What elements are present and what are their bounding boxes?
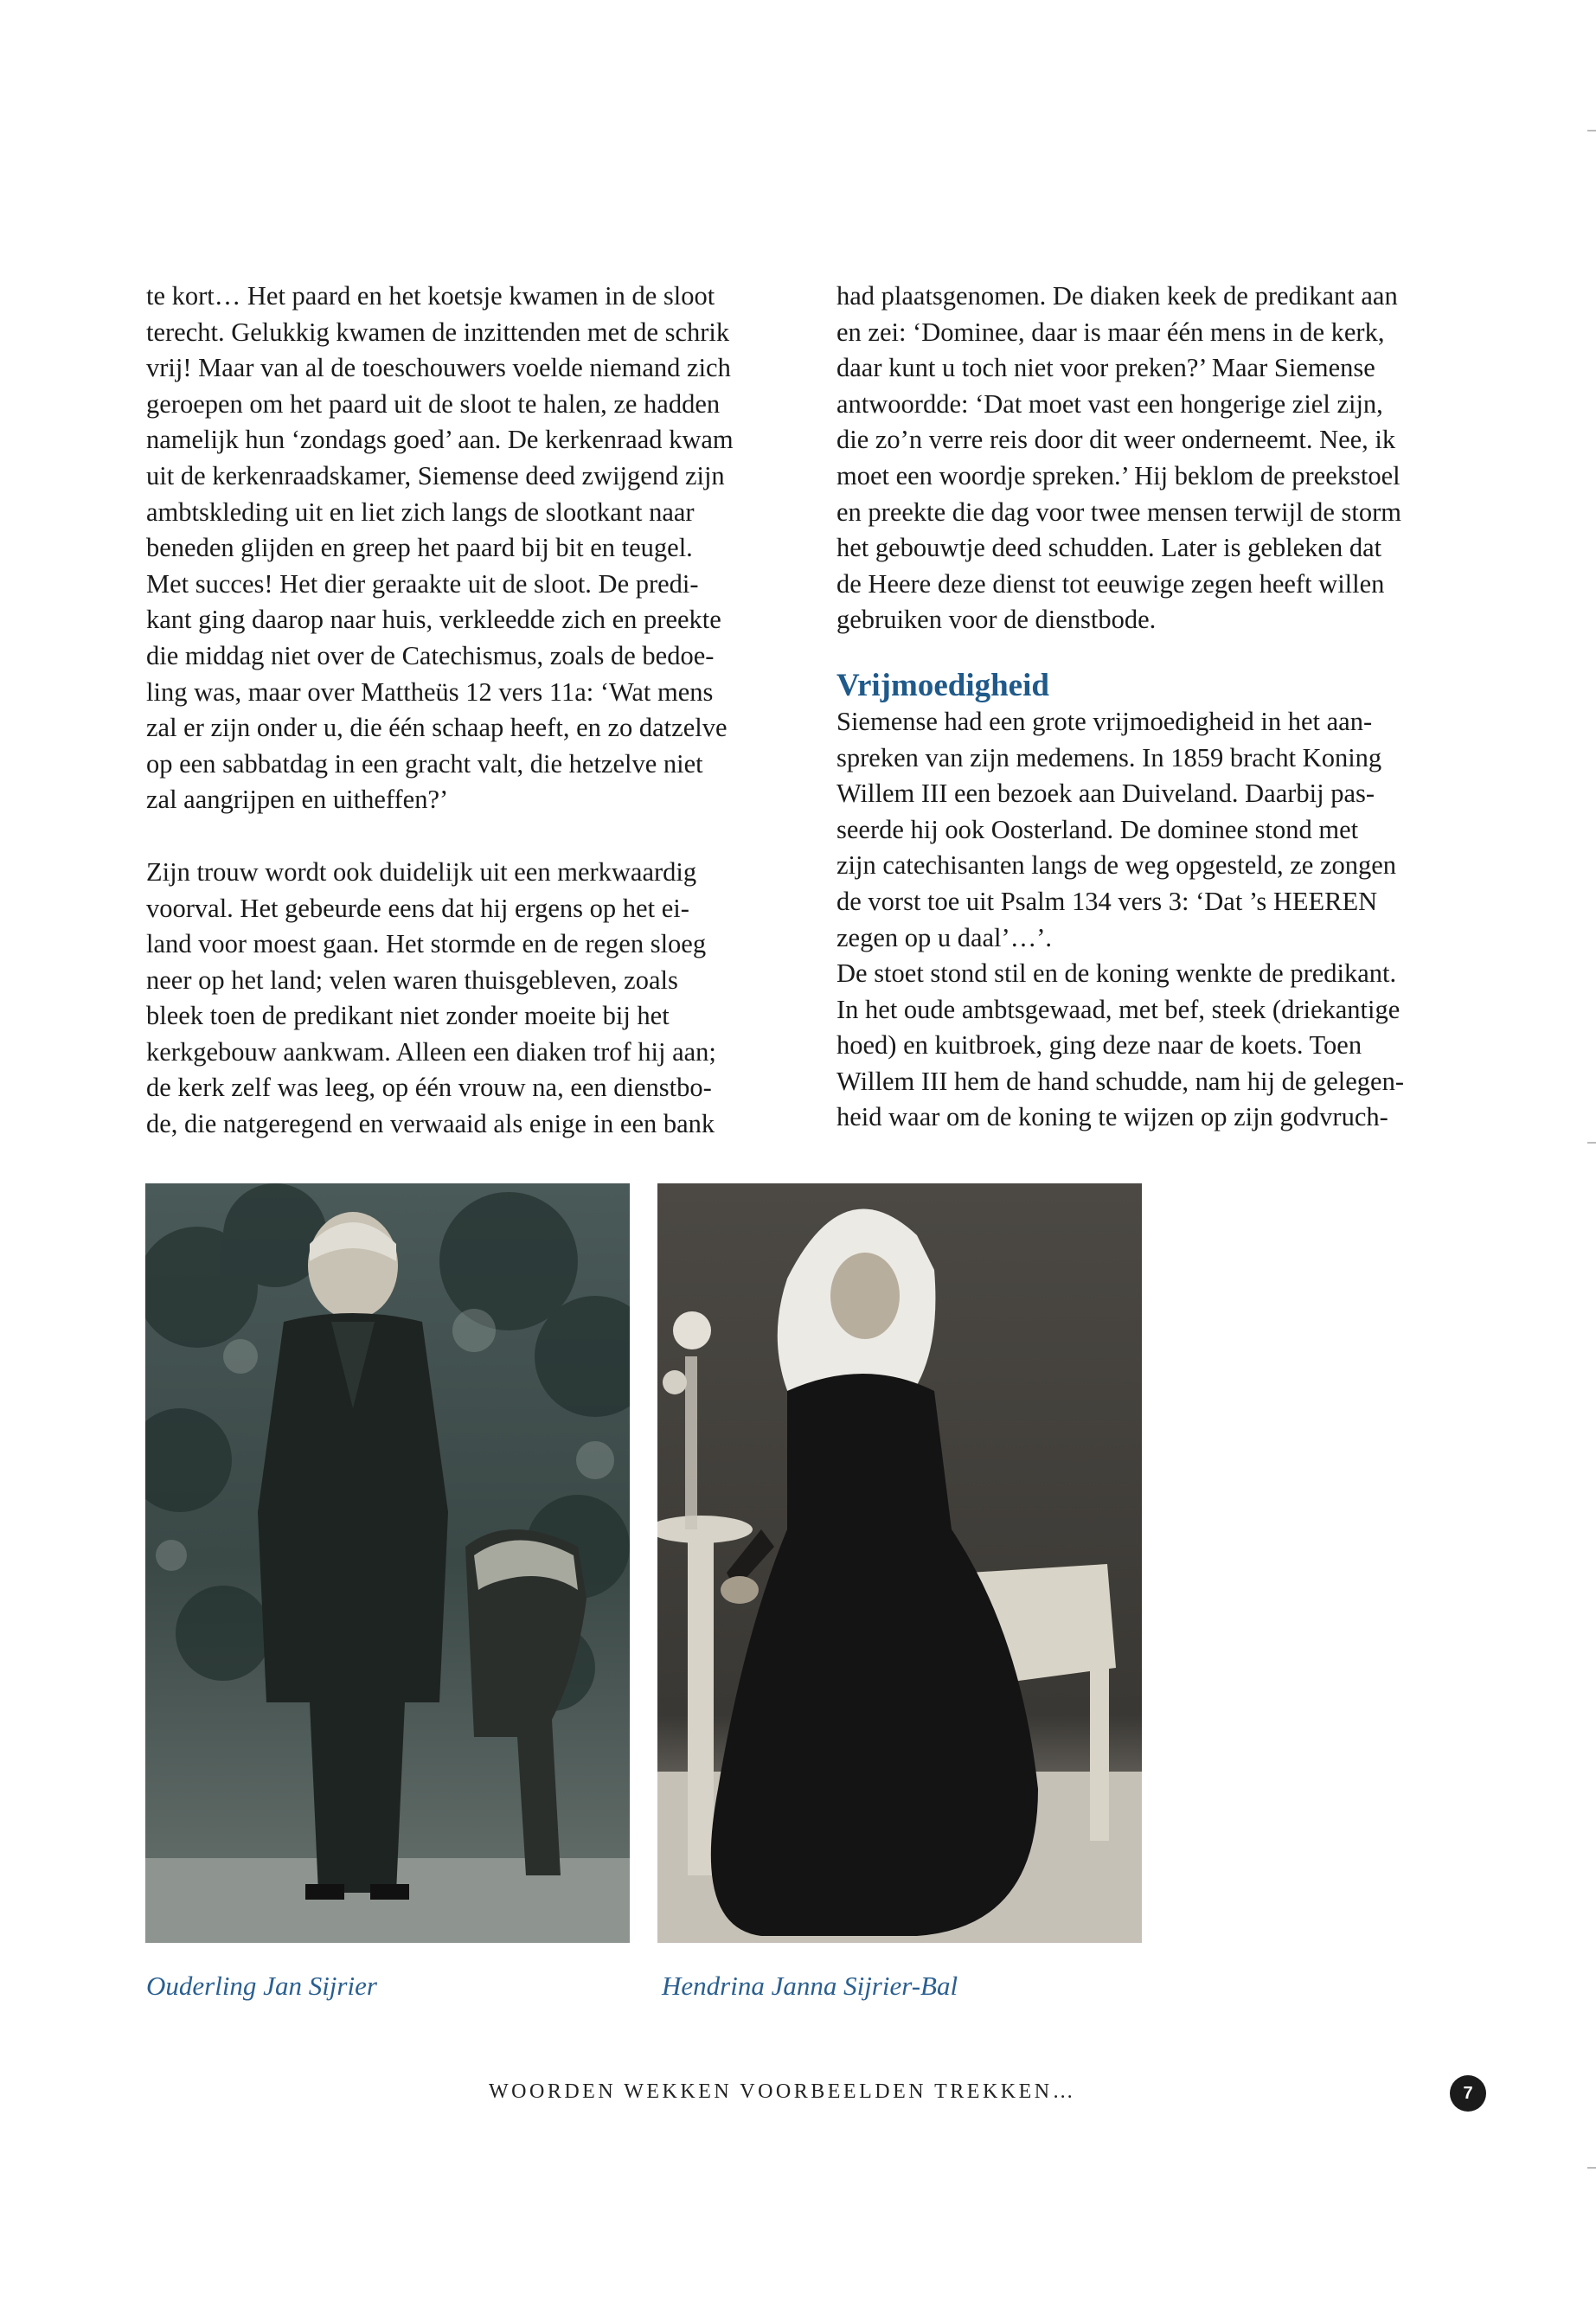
crop-mark [1587,1142,1596,1144]
photo-hendrina-sijrier-bal [657,1183,1142,1943]
photo-woman-illustration [657,1183,1142,1943]
left-paragraph-1: te kort… Het paard en het koetsje kwamen in de sloot terecht. Gelukkig kwamen de inzittenden met de schrik vrij! Maar van al de toeschouwers voelde niemand zich geroepen om het paard uit de sloot te halen, ze hadden namelijk hun ‘zondags goed’ aan. De kerkenraad kwam uit de kerkenraadskamer, Siemense deed zwijgend zijn ambtskleding uit en liet zich langs de slootkant naar beneden glijden en greep het paard bij bit en teugel. Met succes! Het dier geraakte uit de sloot. De predi- kant ging daarop naar huis, verkleedde zich en preekte die middag niet over de Catechismus, zoals de bedoe- ling was, maar over Mattheüs 12 vers 11a: ‘Wat mens zal er zijn onder u, die één schaap heeft, en zo datzelve op een sabbatdag in een gracht valt, die hetzelve niet zal aangrijpen en uitheffen?’ [146,281,734,815]
caption-left: Ouderling Jan Sijrier [146,1971,377,2001]
footer-title: WOORDEN WEKKEN VOORBEELDEN TREKKEN… [489,2080,1077,2103]
crop-mark [1587,130,1596,131]
crop-mark [1587,2167,1596,2169]
section-heading: Vrijmoedigheid [836,667,1049,703]
caption-right: Hendrina Janna Sijrier-Bal [662,1971,958,2001]
left-column [146,279,786,1143]
left-paragraph-2: Zijn trouw wordt ook duidelijk uit een merkwaardig voorval. Het gebeurde eens dat hij ergens op het ei- land voor moest gaan. Het stormde en de regen sloeg neer op het land; velen waren thuisgebleven, zoals bleek toen de predikant niet zonder moeite bij het kerkgebouw aankwam. Alleen een diaken trof hij aan; de kerk zelf was leeg, op één vrouw na, een dienstbo- de, die natgeregend en verwaaid als enige in een bank [146,856,716,1139]
photo-jan-sijrier [145,1183,630,1943]
photo-man-illustration [145,1183,630,1943]
right-paragraph-3: De stoet stond stil en de koning wenkte de predikant. In het oude ambtsgewaad, met bef, steek (driekantige hoed) en kuitbroek, ging deze naar de koets. Toen Willem III hem de hand schudde, nam hij de gelegen- heid waar om de koning te wijzen op zijn godvruch- [836,958,1404,1132]
page-number: 7 [1450,2075,1486,2112]
right-column [836,279,1477,1136]
right-paragraph-2: Siemense had een grote vrijmoedigheid in het aan- spreken van zijn medemens. In 1859 bracht Koning Willem III een bezoek aan Duiveland. Daarbij pas- seerde hij ook Oosterland. De dominee stond met zijn catechisanten langs de weg opgesteld, ze zongen de vorst toe uit Psalm 134 vers 3: ‘Dat ’s HEEREN zegen op u daal’…’. [836,706,1397,952]
right-paragraph-1: had plaatsgenomen. De diaken keek de predikant aan en zei: ‘Dominee, daar is maar één mens in de kerk, daar kunt u toch niet voor preken?’ Maar Siemense antwoordde: ‘Dat moet vast een hongerige ziel zijn, die zo’n verre reis door dit weer onderneemt. Nee, ik moet een woordje spreken.’ Hij beklom de preekstoel en preekte die dag voor twee mensen terwijl de storm het gebouwtje deed schudden. Later is gebleken dat de Heere deze dienst tot eeuwige zegen heeft willen gebruiken voor de dienstbode. [836,281,1401,635]
